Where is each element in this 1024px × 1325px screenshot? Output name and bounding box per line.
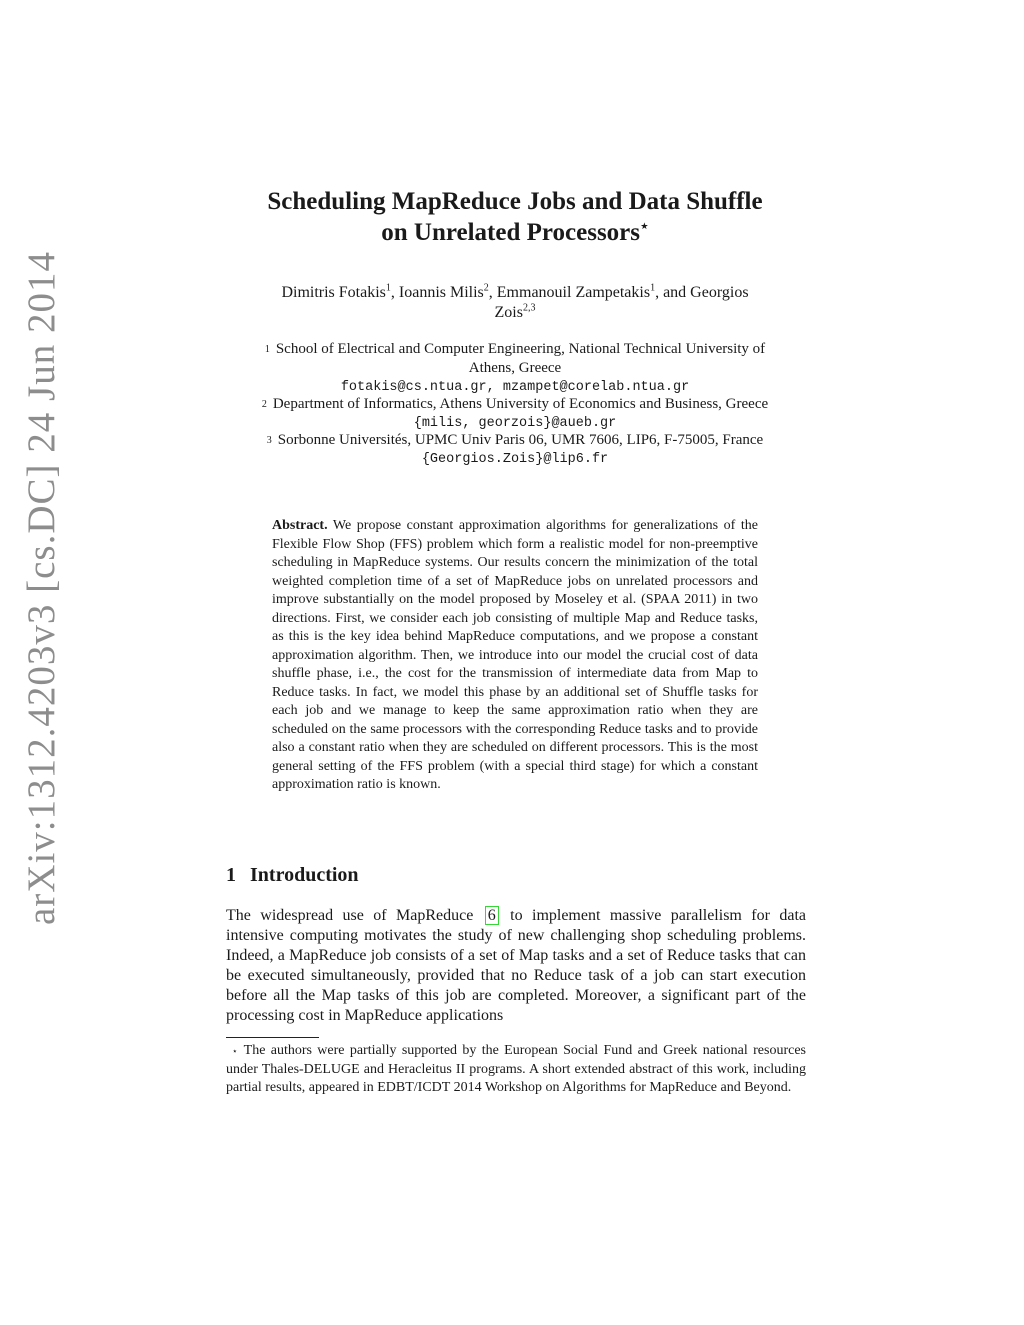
affiliation-2-email: {milis, georzois}@aueb.gr (413, 416, 617, 431)
intro-text-rest: to implement massive parallelism for data intensive computing motivates the study of new challenging shop scheduling problems. Indeed, a MapReduce job consists of a set of Map tasks and a set of Reduce tasks that can be executed simultaneously, provided that no Reduce task of a job can start execution before all the Map tasks of this job are completed. Moreover, a significant part of the processing cost in MapReduce applications (226, 907, 806, 1024)
intro-text-start: The widespread use of MapReduce (226, 907, 483, 924)
section-number: 1 (226, 864, 236, 886)
footnote-text: The authors were partially supported by the European Social Fund and Greek national resources under Thales-DELUGE and Heracleitus II programs. A short extended abstract of this work, including partial results, appeared in EDBT/ICDT 2014 Workshop on Algorithms for MapReduce and Beyond. (226, 1043, 806, 1095)
affiliation-1-number: 1 (264, 344, 270, 355)
author-zois: Zois (494, 304, 523, 321)
affiliation-1 (226, 340, 804, 397)
title-line-2-text: on Unrelated Processors (381, 219, 640, 246)
title-footnote-mark: ⋆ (640, 219, 649, 235)
author-zois-aff: 2,3 (522, 302, 536, 314)
footnote (226, 1042, 806, 1098)
title-line-1: Scheduling MapReduce Jobs and Data Shuffle (267, 188, 763, 215)
affiliation-3-number: 3 (266, 435, 272, 446)
footnote-rule (226, 1037, 319, 1038)
affiliation-2-text: Department of Informatics, Athens University of Economics and Business, Greece (272, 396, 769, 412)
author-line-1 (226, 283, 804, 303)
affiliation-3-text: Sorbonne Universités, UPMC Univ Paris 06, UMR 7606, LIP6, F-75005, France (277, 432, 764, 448)
affiliation-1-text: School of Electrical and Computer Engineering, National Technical University of (275, 341, 766, 357)
affiliation-1-line-2: Athens, Greece (468, 360, 562, 376)
affiliation-3-line-1 (226, 431, 804, 450)
author-list (226, 283, 804, 323)
footnote-mark: ⋆ (232, 1046, 238, 1056)
affiliation-2 (226, 395, 804, 433)
section-title: Introduction (250, 864, 359, 886)
abstract (272, 517, 758, 795)
citation-link[interactable]: 6 (485, 906, 499, 925)
abstract-text: We propose constant approximation algorithms for generalizations of the Flexible Flow Shop (FFS) problem which form a realistic model for non-preemptive scheduling in MapReduce systems. Our results concern the minimization of the total weighted completion time of a set of MapReduce jobs on unrelated processors and improve substantially on the model proposed by Moseley et al. (SPAA 2011) in two directions. First, we consider each job consisting of multiple Map and Reduce tasks, as this is the key idea behind MapReduce computations, and we propose a constant approximation algorithm. Then, we introduce into our model the crucial cost of data shuffle phase, i.e., the cost for the transmission of intermediate data from Map to Reduce tasks. In fact, we model this phase by an additional set of Shuffle tasks for each job and we manage to keep the same approximation ratio when they are scheduled on the same processors with the corresponding Reduce tasks and to provide also a constant ratio when they are scheduled on different processors. This is the most general setting of the FFS problem (with a special third stage) for which a constant approximation ratio is known. (272, 518, 758, 792)
title-line-2 (226, 217, 804, 248)
author-fotakis-aff: 1 (385, 282, 391, 294)
author-zampetakis: , Emmanouil Zampetakis (488, 284, 651, 301)
abstract-label: Abstract. (272, 518, 328, 533)
author-milis-aff: 2 (483, 282, 489, 294)
affiliation-2-line-1 (226, 395, 804, 414)
arxiv-identifier: arXiv:1312.4203v3 [cs.DC] 24 Jun 2014 (20, 251, 63, 925)
affiliation-2-number: 2 (261, 399, 267, 410)
author-and-georgios: , and Georgios (655, 284, 749, 301)
author-fotakis: Dimitris Fotakis (281, 284, 386, 301)
author-zampetakis-aff: 1 (650, 282, 656, 294)
introduction-paragraph (226, 906, 806, 1026)
paper-title (226, 186, 804, 248)
affiliation-3 (226, 431, 804, 469)
author-milis: , Ioannis Milis (390, 284, 484, 301)
affiliation-3-email: {Georgios.Zois}@lip6.fr (421, 452, 609, 467)
affiliation-1-line-1 (226, 340, 804, 359)
author-line-2 (226, 303, 804, 323)
affiliation-1-email: fotakis@cs.ntua.gr, mzampet@corelab.ntua.gr (340, 380, 690, 395)
section-heading-introduction (226, 864, 359, 887)
